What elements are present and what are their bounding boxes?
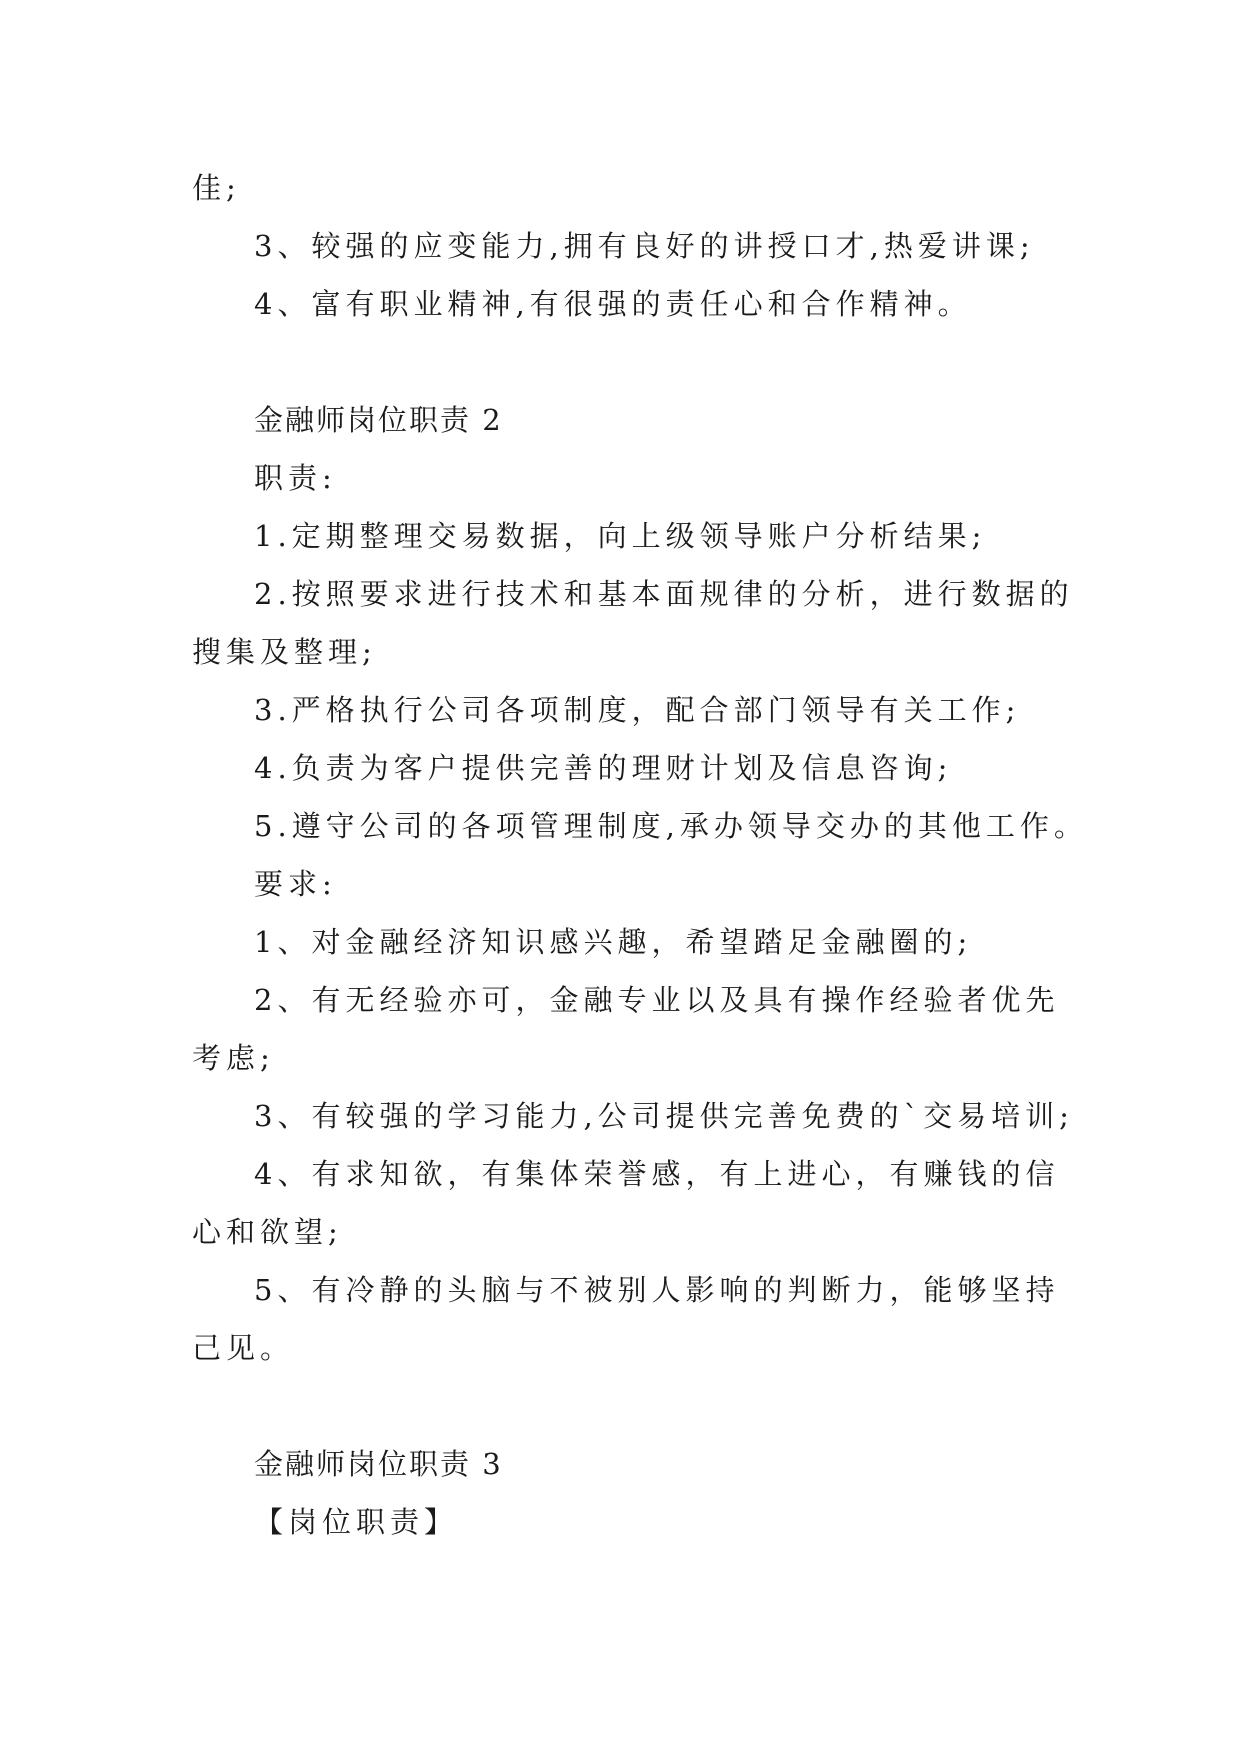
list-item: 1.定期整理交易数据，向上级领导账户分析结果; [254,519,987,553]
list-item: 3、较强的应变能力,拥有良好的讲授口才,热爱讲课; [254,229,1035,263]
list-item: 5、有冷静的头脑与不被别人影响的判断力，能够坚持 [254,1273,1060,1307]
list-item: 3.严格执行公司各项制度，配合部门领导有关工作; [254,693,1021,727]
list-item: 5.遵守公司的各项管理制度,承办领导交办的其他工作。 [254,809,1088,843]
section-title: 金融师岗位职责 3 [254,1447,503,1481]
list-item-continued: 考虑; [192,1041,275,1075]
list-item: 2.按照要求进行技术和基本面规律的分析，进行数据的 [254,577,1074,611]
list-item-continued: 心和欲望; [192,1215,343,1249]
list-item: 4、有求知欲，有集体荣誉感，有上进心，有赚钱的信 [254,1157,1060,1191]
subheading: 【岗位职责】 [254,1505,459,1539]
requirements-label: 要求: [254,867,337,901]
duties-label: 职责: [254,461,337,495]
list-item-continued: 搜集及整理; [192,635,377,669]
list-item: 4、富有职业精神,有很强的责任心和合作精神。 [254,287,972,321]
list-item: 4.负责为客户提供完善的理财计划及信息咨询; [254,751,953,785]
section-title: 金融师岗位职责 2 [254,403,503,437]
list-item: 3、有较强的学习能力,公司提供完善免费的`交易培训; [254,1099,1074,1133]
list-item: 2、有无经验亦可，金融专业以及具有操作经验者优先 [254,983,1060,1017]
list-item: 1、对金融经济知识感兴趣，希望踏足金融圈的; [254,925,973,959]
list-item-continued: 己见。 [192,1331,295,1365]
continued-text: 佳; [192,171,241,205]
